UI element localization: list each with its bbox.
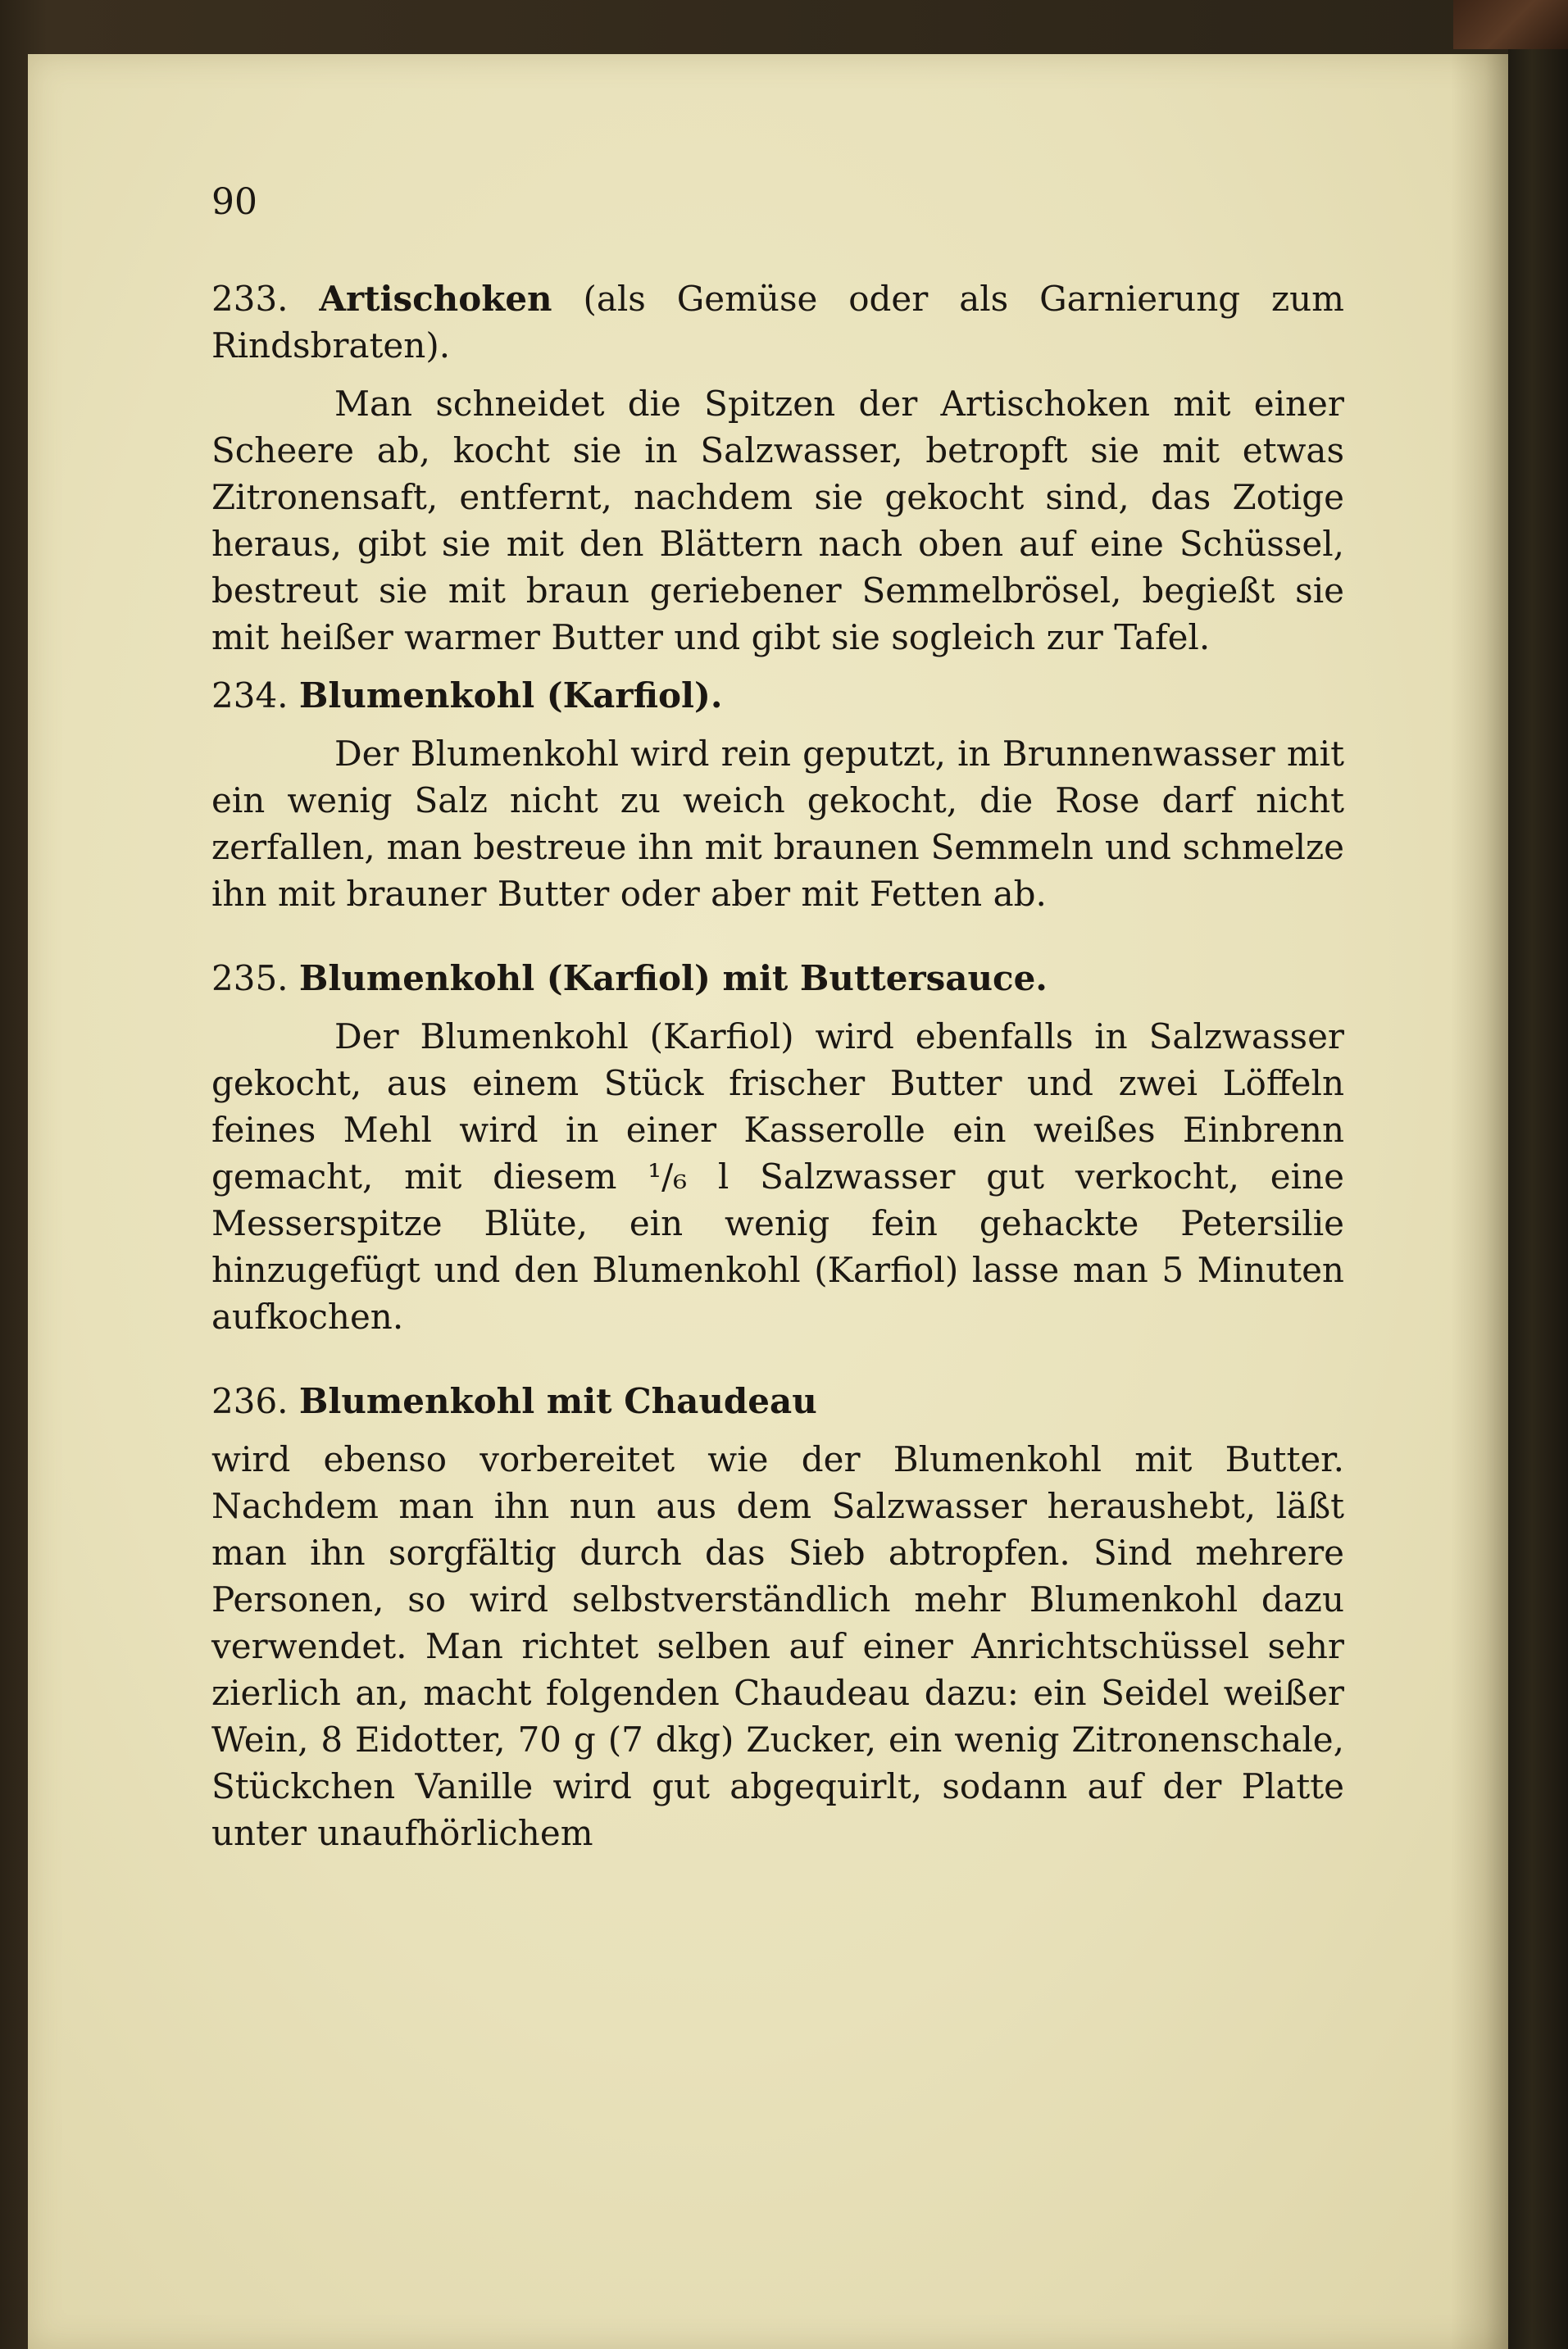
page-content [211,182,1344,1856]
recipe-heading [211,275,1344,369]
recipe-title: Blumenkohl mit Chaudeau [298,1381,817,1421]
recipe-text: wird ebenso vorbereitet wie der Blumenkohl mit Butter. Nachdem man ihn nun aus dem Salzwasser heraushebt, läßt man ihn sorgfältig durch das Sieb abtropfen. Sind mehrere Personen, so wird selbstverständlich mehr Blumenkohl dazu verwendet. Man richtet selben auf einer Anrichtschüssel sehr zierlich an, macht folgenden Chaudeau dazu: ein Seidel weißer Wein, 8 Eidotter, 70 g (7 dkg) Zucker, ein wenig Zitronenschale, Stückchen Vanille wird gut abgequirlt, sodann auf der Platte unter unaufhörlichem [211,1439,1344,1853]
recipe-236 [211,1378,1344,1856]
recipe-title: Blumenkohl (Karfiol). [298,675,723,716]
spacer [211,1340,1344,1378]
spacer [211,917,1344,955]
recipe-number: 233. [211,279,289,319]
recipe-heading [211,1378,1344,1424]
recipe-number: 234. [211,675,289,716]
recipe-title: Artischoken [319,279,552,319]
recipe-234 [211,672,1344,917]
recipe-text: Man schneidet die Spitzen der Artischoken mit einer Scheere ab, kocht sie in Salzwasser, betropft sie mit etwas Zitronensaft, entfernt, nachdem sie gekocht sind, das Zotige heraus, gibt sie mit den Blättern nach oben auf eine Schüssel, bestreut sie mit braun geriebener Semmelbrösel, begießt sie mit heißer warmer Butter und gibt sie sogleich zur Tafel. [211,384,1344,657]
recipe-heading [211,672,1344,719]
spacer [211,719,1344,730]
recipe-subtitle: (als Gemüse oder als Garnierung zum Rindsbraten). [211,279,1344,366]
page-edge-shadow [1451,54,1508,2349]
recipe-235 [211,955,1344,1340]
spacer [211,1002,1344,1013]
book-binding [1508,0,1568,2349]
recipe-text: Der Blumenkohl (Karfiol) wird ebenfalls in Salzwasser gekocht, aus einem Stück frischer Butter und zwei Löffeln feines Mehl wird in einer Kasserolle ein weißes Einbrenn gemacht, mit diesem ¹/₆ l Salzwasser gut verkocht, eine Messerspitze Blüte, ein wenig fein gehackte Petersilie hinzugefügt und den Blumenkohl (Karfiol) lasse man 5 Minuten aufkochen. [211,1016,1344,1337]
binding-corner [1453,0,1568,49]
spacer [211,1424,1344,1436]
page-number: 90 [211,181,257,223]
recipe-heading [211,955,1344,1002]
recipe-number: 236. [211,1381,289,1421]
spacer [211,661,1344,672]
spacer [211,369,1344,380]
recipe-number: 235. [211,958,289,998]
recipe-text: Der Blumenkohl wird rein geputzt, in Brunnenwasser mit ein wenig Salz nicht zu weich gekocht, die Rose darf nicht zerfallen, man bestreue ihn mit braunen Semmeln und schmelze ihn mit brauner Butter oder aber mit Fetten ab. [211,734,1344,914]
recipe-title: Blumenkohl (Karfiol) mit Buttersauce. [298,958,1048,998]
recipe-233 [211,275,1344,661]
